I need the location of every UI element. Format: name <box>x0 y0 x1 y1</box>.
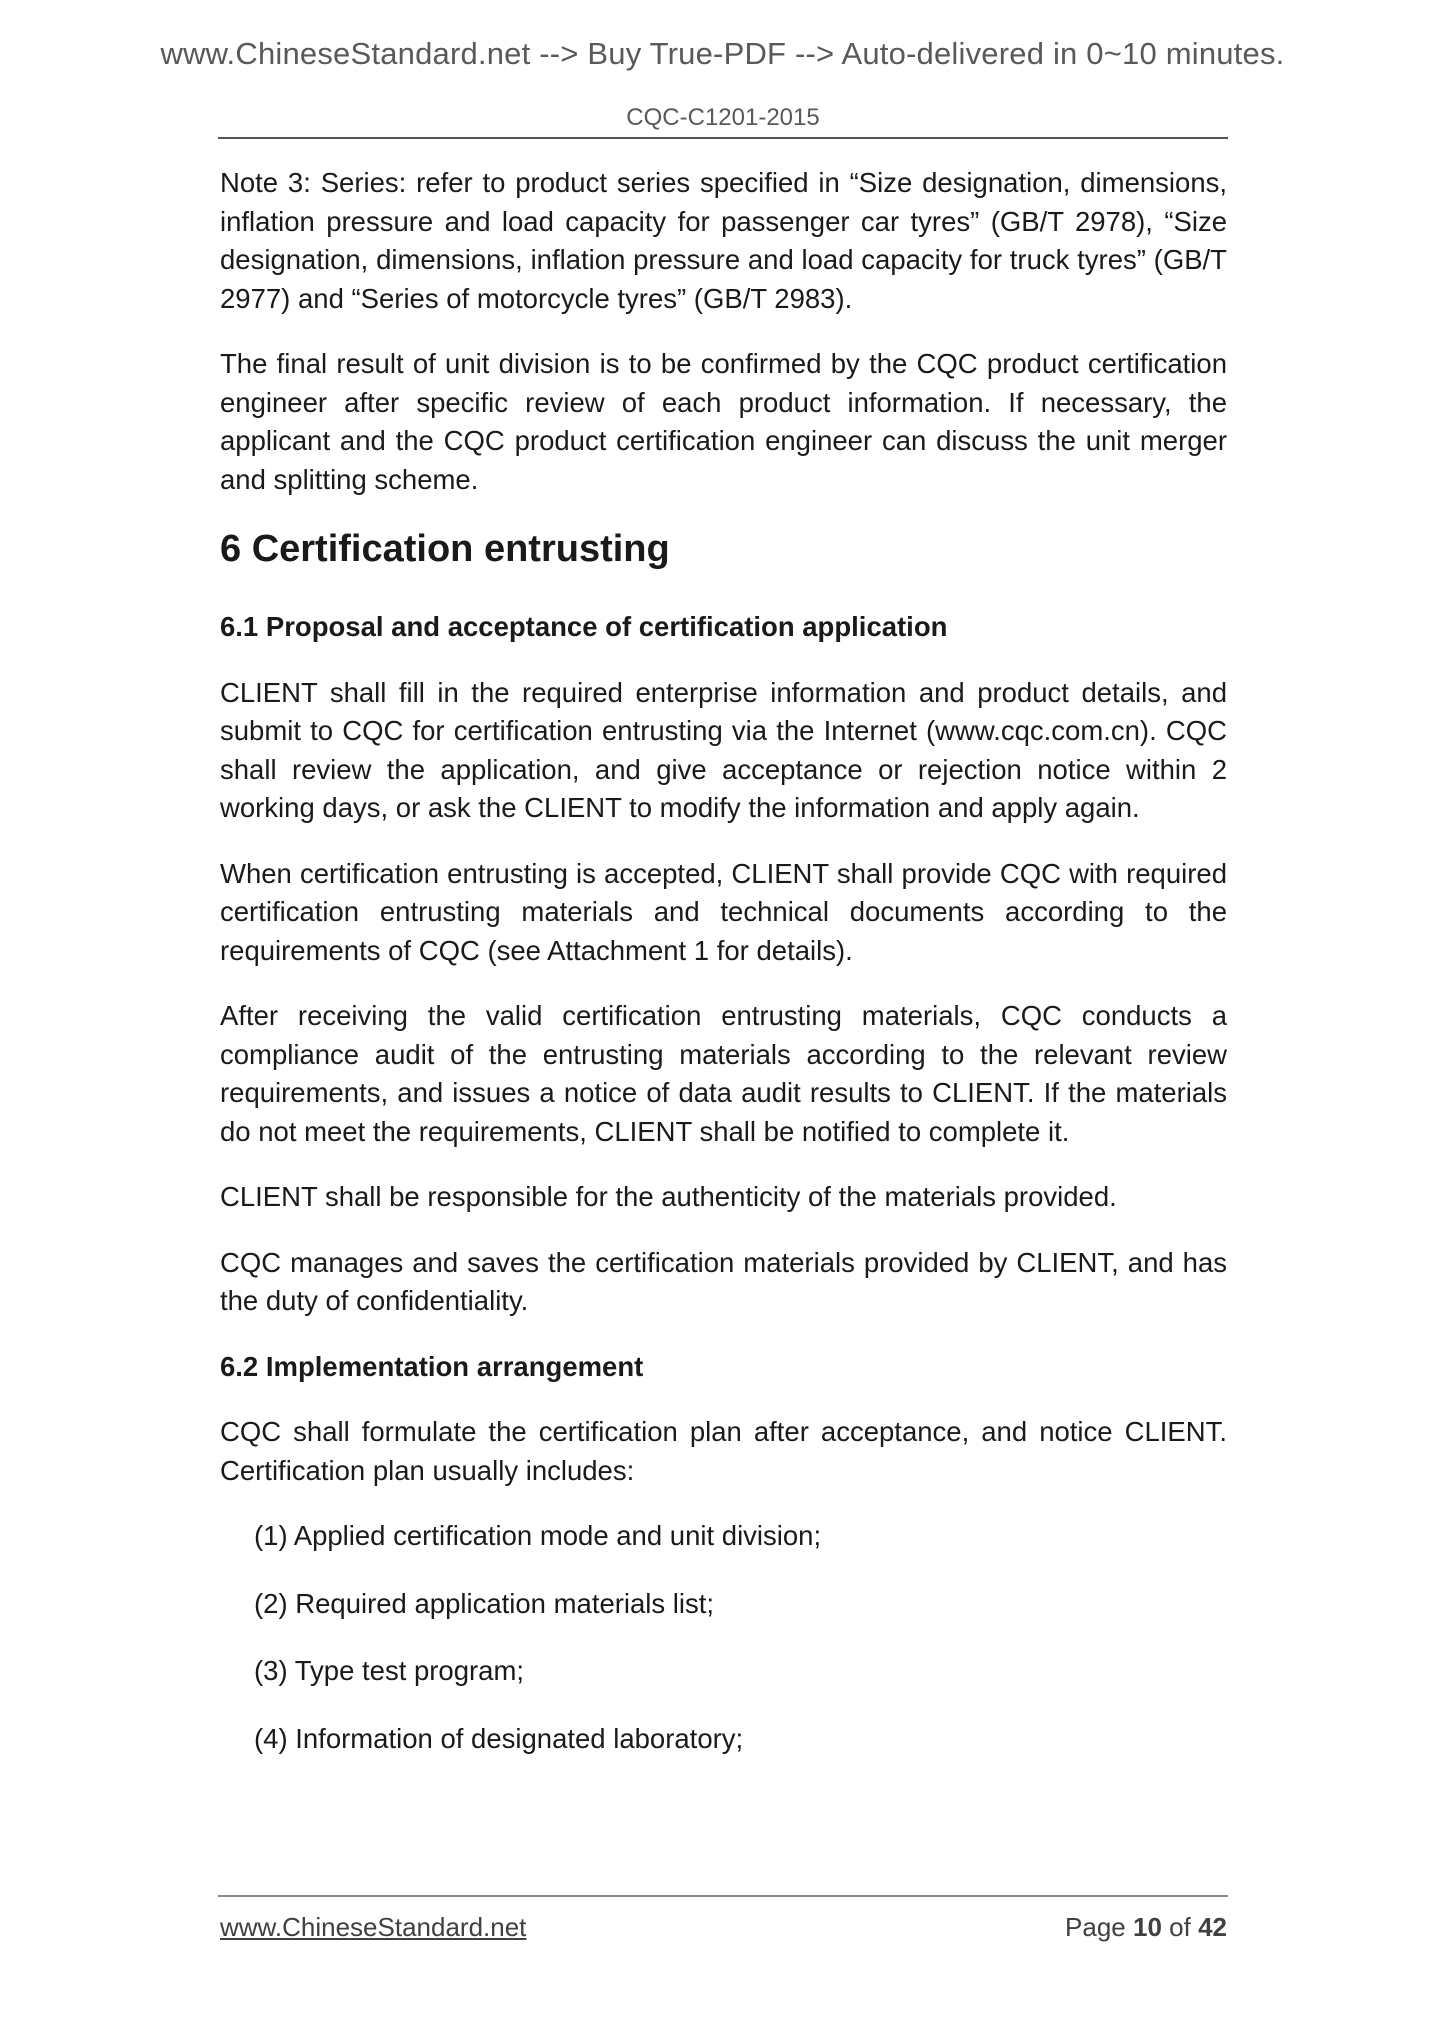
page-content <box>220 164 1227 1787</box>
current-page-number: 10 <box>1133 1912 1162 1942</box>
section-6-1-heading: 6.1 Proposal and acceptance of certification application <box>220 611 948 642</box>
plan-list-item: (4) Information of designated laboratory; <box>254 1722 744 1754</box>
plan-list-item: (1) Applied certification mode and unit division; <box>254 1520 822 1551</box>
section-6-1-paragraph-4: CLIENT shall be responsible for the authenticity of the materials provided. <box>220 1181 1117 1212</box>
footer-divider <box>218 1895 1228 1897</box>
section-6-2-heading: 6.2 Implementation arrangement <box>220 1350 644 1382</box>
section-6-1-paragraph-5: CQC manages and saves the certification materials provided by CLIENT, and has the duty of confidentiality. <box>220 1246 1227 1316</box>
section-6-1-paragraph-1: CLIENT shall fill in the required enterprise information and product details, and submit to CQC for certification entrusting via the Internet (www.cqc.com.cn). CQC shall review the application, and give acceptance or rejection notice within 2 working days, or ask the CLIENT to modify the information and apply again. <box>220 676 1227 823</box>
page-number <box>1065 1912 1227 1943</box>
total-page-count: 42 <box>1198 1912 1227 1942</box>
plan-list-item: (3) Type test program; <box>254 1655 525 1686</box>
section-6-2-paragraph-1: CQC shall formulate the certification plan after acceptance, and notice CLIENT. Certification plan usually includes: <box>220 1416 1227 1486</box>
footer-website-link[interactable]: www.ChineseStandard.net <box>220 1912 527 1942</box>
page-of-label: of <box>1169 1912 1191 1942</box>
page-label: Page <box>1065 1912 1126 1942</box>
header-divider <box>218 137 1228 139</box>
document-code: CQC-C1201-2015 <box>626 104 820 131</box>
plan-list-item: (2) Required application materials list; <box>254 1587 715 1619</box>
section-6-heading: 6 Certification entrusting <box>220 528 670 570</box>
section-6-1-paragraph-3: After receiving the valid certification entrusting materials, CQC conducts a compliance audit of the entrusting materials according to the relevant review requirements, and issues a notice of data audit results to CLIENT. If the materials do not meet the requirements, CLIENT shall be notified to complete it. <box>220 1000 1227 1147</box>
note-3-paragraph: Note 3: Series: refer to product series specified in “Size designation, dimensions, inflation pressure and load capacity for passenger car tyres” (GB/T 2978), “Size designation, dimensions, inflation pressure and load capacity for truck tyres” (GB/T 2977) and “Series of motorcycle tyres” (GB/T 2983). <box>220 167 1227 314</box>
unit-division-paragraph: The final result of unit division is to be confirmed by the CQC product certification engineer after specific review of each product information. If necessary, the applicant and the CQC product certification engineer can discuss the unit merger and splitting scheme. <box>220 348 1227 495</box>
site-banner: www.ChineseStandard.net --> Buy True-PDF --> Auto-delivered in 0~10 minutes. <box>160 36 1285 71</box>
section-6-1-paragraph-2: When certification entrusting is accepted, CLIENT shall provide CQC with required certification entrusting materials and technical documents according to the requirements of CQC (see Attachment 1 for details). <box>220 857 1227 966</box>
